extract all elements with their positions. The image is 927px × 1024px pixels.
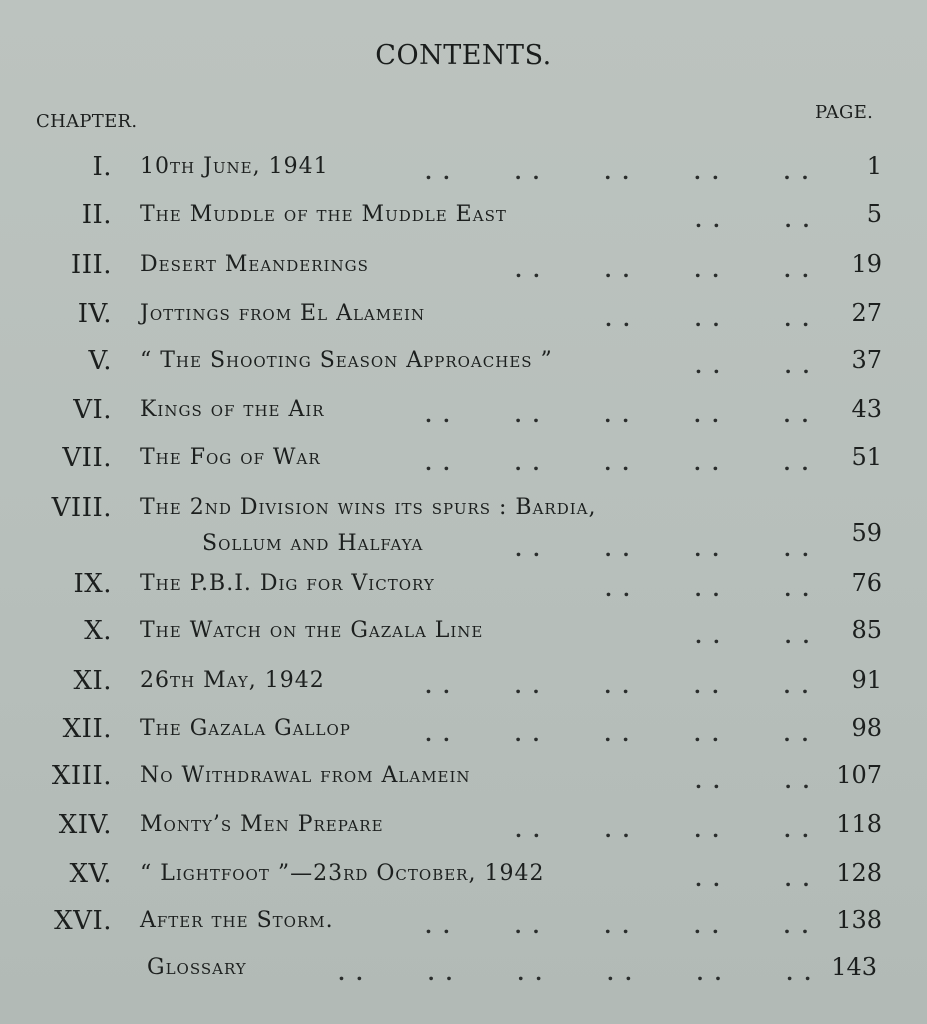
chapter-number: I. <box>92 152 112 182</box>
dot-leader: . . . . <box>695 769 812 793</box>
chapter-number: XVI. <box>54 906 112 936</box>
dot-leader: . . . . <box>695 208 812 232</box>
page-number: 27 <box>851 299 882 327</box>
chapter-number: IX. <box>73 569 112 599</box>
page-number: 85 <box>851 616 882 644</box>
toc-row <box>0 616 927 656</box>
page-number: 1 <box>866 152 882 180</box>
toc-row <box>0 200 927 240</box>
chapter-number: XIII. <box>51 761 112 791</box>
chapter-column-header: CHAPTER. <box>36 111 138 132</box>
chapter-number: III. <box>70 250 112 280</box>
chapter-title: “ Lightfoot ”—23rd October, 1942 <box>140 861 545 886</box>
dot-leader: . . . . . . . . <box>515 537 811 561</box>
dot-leader: . . . . . . . . . . <box>425 722 811 746</box>
chapter-number: X. <box>84 616 112 646</box>
toc-row <box>0 569 927 609</box>
page-title: CONTENTS. <box>375 40 552 71</box>
page-number: 138 <box>836 906 882 934</box>
chapter-number: II. <box>81 200 112 230</box>
chapter-number: V. <box>88 346 112 376</box>
toc-row <box>0 714 927 754</box>
toc-row <box>0 250 927 290</box>
dot-leader: . . . . . . . . . . <box>425 674 811 698</box>
chapter-number: IV. <box>77 299 112 329</box>
chapter-title: The Muddle of the Muddle East <box>140 202 507 227</box>
chapter-number: VII. <box>62 443 112 473</box>
toc-row <box>0 859 927 899</box>
toc-row <box>0 761 927 801</box>
dot-leader: . . . . . . . . . . <box>425 914 811 938</box>
chapter-title-continued: Sollum and Halfaya <box>202 531 424 556</box>
page-number: 37 <box>851 346 882 374</box>
page-number: 43 <box>851 395 882 423</box>
chapter-title: The P.B.I. Dig for Victory <box>140 571 435 596</box>
glossary-title: Glossary <box>147 955 247 980</box>
page-number: 51 <box>851 443 882 471</box>
page-number: 118 <box>836 810 882 838</box>
page-number: 98 <box>851 714 882 742</box>
chapter-number: XV. <box>69 859 112 889</box>
chapter-title: The Gazala Gallop <box>140 716 351 741</box>
page-number: 107 <box>836 761 882 789</box>
dot-leader: . . . . . . <box>605 577 812 601</box>
toc-row <box>0 152 927 192</box>
page-number: 143 <box>831 953 877 981</box>
dot-leader: . . . . . . <box>605 307 812 331</box>
dot-leader: . . . . . . . . <box>515 258 811 282</box>
page-number: 19 <box>851 250 882 278</box>
toc-row <box>0 395 927 435</box>
chapter-number: XIV. <box>58 810 112 840</box>
chapter-title: The 2nd Division wins its spurs : Bardia, <box>140 495 597 520</box>
page-number: 59 <box>851 519 882 547</box>
toc-row <box>0 666 927 706</box>
chapter-title: After the Storm. <box>140 908 334 933</box>
chapter-title: 10th June, 1941 <box>140 154 329 179</box>
chapter-title: Desert Meanderings <box>140 252 369 277</box>
chapter-title: Monty’s Men Prepare <box>140 812 384 837</box>
dot-leader: . . . . . . . . . . <box>425 403 811 427</box>
chapter-number: VIII. <box>51 493 112 523</box>
dot-leader: . . . . <box>695 867 812 891</box>
page-number: 76 <box>851 569 882 597</box>
dot-leader: . . . . . . . . . . <box>425 160 811 184</box>
dot-leader: . . . . . . . . . . . . <box>338 961 814 985</box>
chapter-title: 26th May, 1942 <box>140 668 325 693</box>
chapter-title: Jottings from El Alamein <box>140 301 426 326</box>
dot-leader: . . . . . . . . <box>515 818 811 842</box>
chapter-title: No Withdrawal from Alamein <box>140 763 471 788</box>
chapter-title: The Watch on the Gazala Line <box>140 618 484 643</box>
toc-row <box>0 493 927 573</box>
chapter-title: The Fog of War <box>140 445 321 470</box>
page-number: 128 <box>836 859 882 887</box>
toc-row <box>0 299 927 339</box>
toc-row <box>0 346 927 386</box>
toc-row <box>0 906 927 946</box>
toc-row-glossary <box>0 953 927 993</box>
page-column-header: PAGE. <box>815 102 874 123</box>
dot-leader: . . . . . . . . . . <box>425 451 811 475</box>
page-number: 5 <box>866 200 882 228</box>
chapter-number: XII. <box>62 714 112 744</box>
page-number: 91 <box>851 666 882 694</box>
dot-leader: . . . . <box>695 624 812 648</box>
toc-row <box>0 810 927 850</box>
chapter-title: “ The Shooting Season Approaches ” <box>140 348 553 373</box>
chapter-number: XI. <box>73 666 112 696</box>
chapter-title: Kings of the Air <box>140 397 325 422</box>
dot-leader: . . . . <box>695 354 812 378</box>
toc-row <box>0 443 927 483</box>
chapter-number: VI. <box>73 395 112 425</box>
